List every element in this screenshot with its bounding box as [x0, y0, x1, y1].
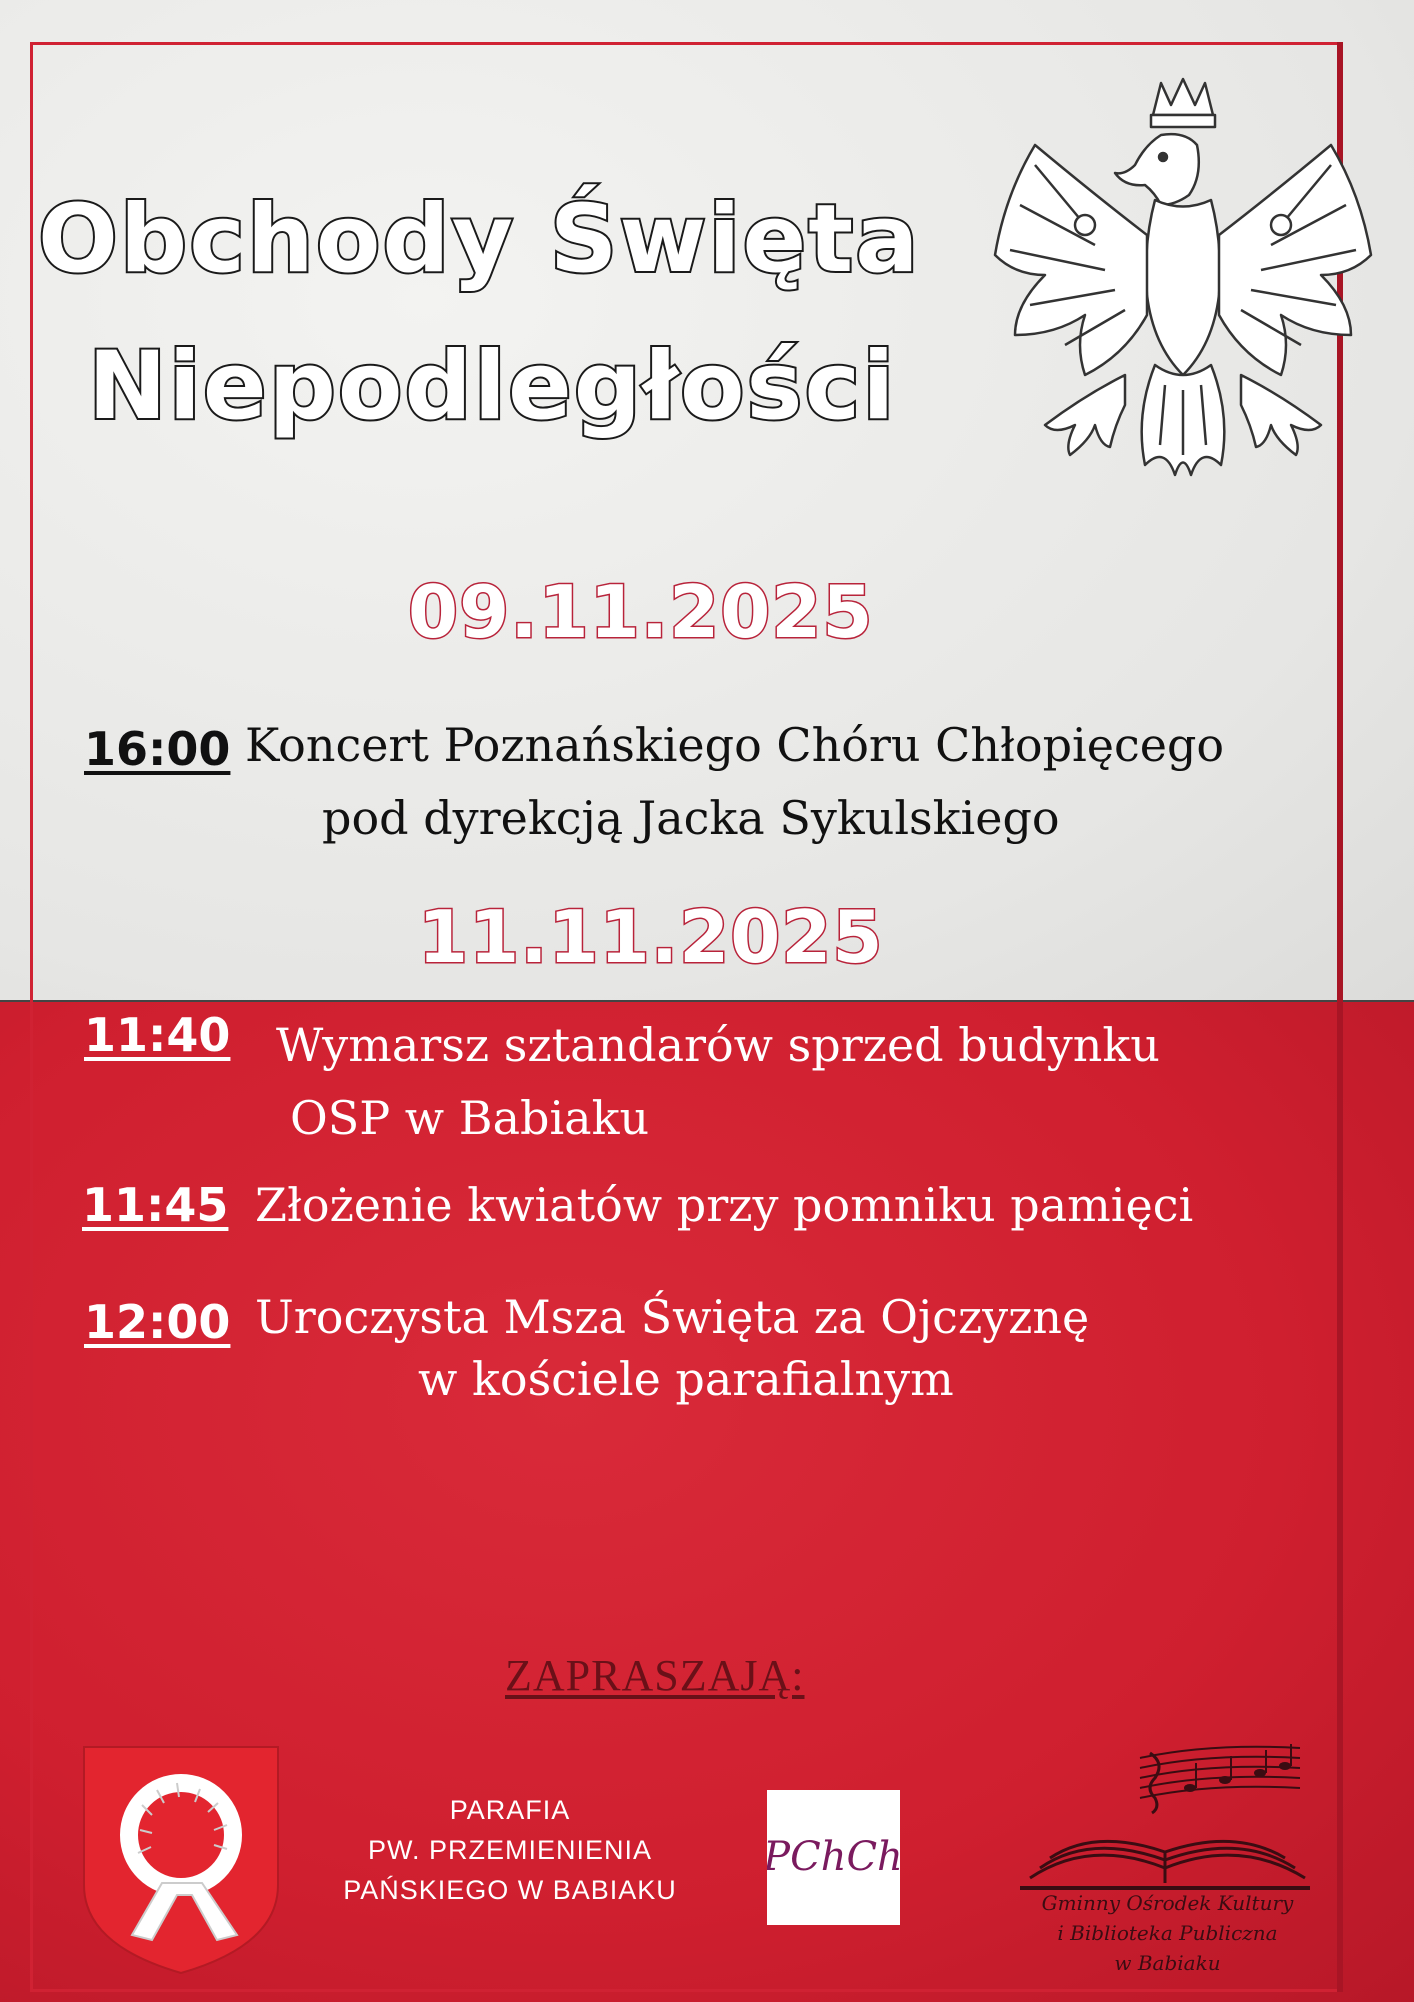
music-book-icon: [1010, 1738, 1325, 1908]
gok-line: Gminny Ośrodek Kultury: [1041, 1891, 1294, 1915]
choir-logo-mark: [767, 1790, 900, 1925]
event-description: Złożenie kwiatów przy pomniku pamięci: [255, 1178, 1194, 1232]
parish-line: PARAFIA: [449, 1795, 571, 1825]
event-description-cont: w kościele parafialnym: [418, 1352, 954, 1406]
event-description-cont: pod dyrekcją Jacka Sykulskiego: [322, 791, 1060, 845]
event-description-cont: OSP w Babiaku: [290, 1091, 650, 1145]
gok-name: [1010, 1888, 1325, 1978]
gok-line: w Babiaku: [1114, 1951, 1221, 1975]
gok-line: i Biblioteka Publiczna: [1057, 1921, 1278, 1945]
date-day-1: 09.11.2025: [408, 570, 874, 654]
event-description: Wymarsz sztandarów sprzed budynku: [276, 1018, 1160, 1072]
event-time: 11:45: [82, 1178, 229, 1232]
event-time: 16:00: [84, 722, 231, 776]
babiak-crest-icon: [82, 1745, 280, 1975]
title-line-2: Niepodległości: [88, 332, 897, 441]
parish-line: PAŃSKIEGO W BABIAKU: [343, 1875, 677, 1905]
event-time: 11:40: [84, 1008, 231, 1062]
date-day-2: 11.11.2025: [418, 895, 884, 979]
event-description: Uroczysta Msza Święta za Ojczyznę: [255, 1290, 1090, 1344]
title-line-1: Obchody Święta: [38, 185, 921, 294]
parish-line: PW. PRZEMIENIENIA: [367, 1835, 653, 1865]
event-description: Koncert Poznańskiego Chóru Chłopięcego: [245, 718, 1225, 772]
invite-heading: ZAPRASZAJĄ:: [505, 1651, 805, 1700]
polish-eagle-emblem-icon: [975, 75, 1390, 535]
choir-logo-text: PChCh: [767, 1834, 900, 1880]
event-time: 12:00: [84, 1295, 231, 1349]
choir-logo: [767, 1790, 900, 1925]
parish-name: [330, 1790, 690, 1910]
